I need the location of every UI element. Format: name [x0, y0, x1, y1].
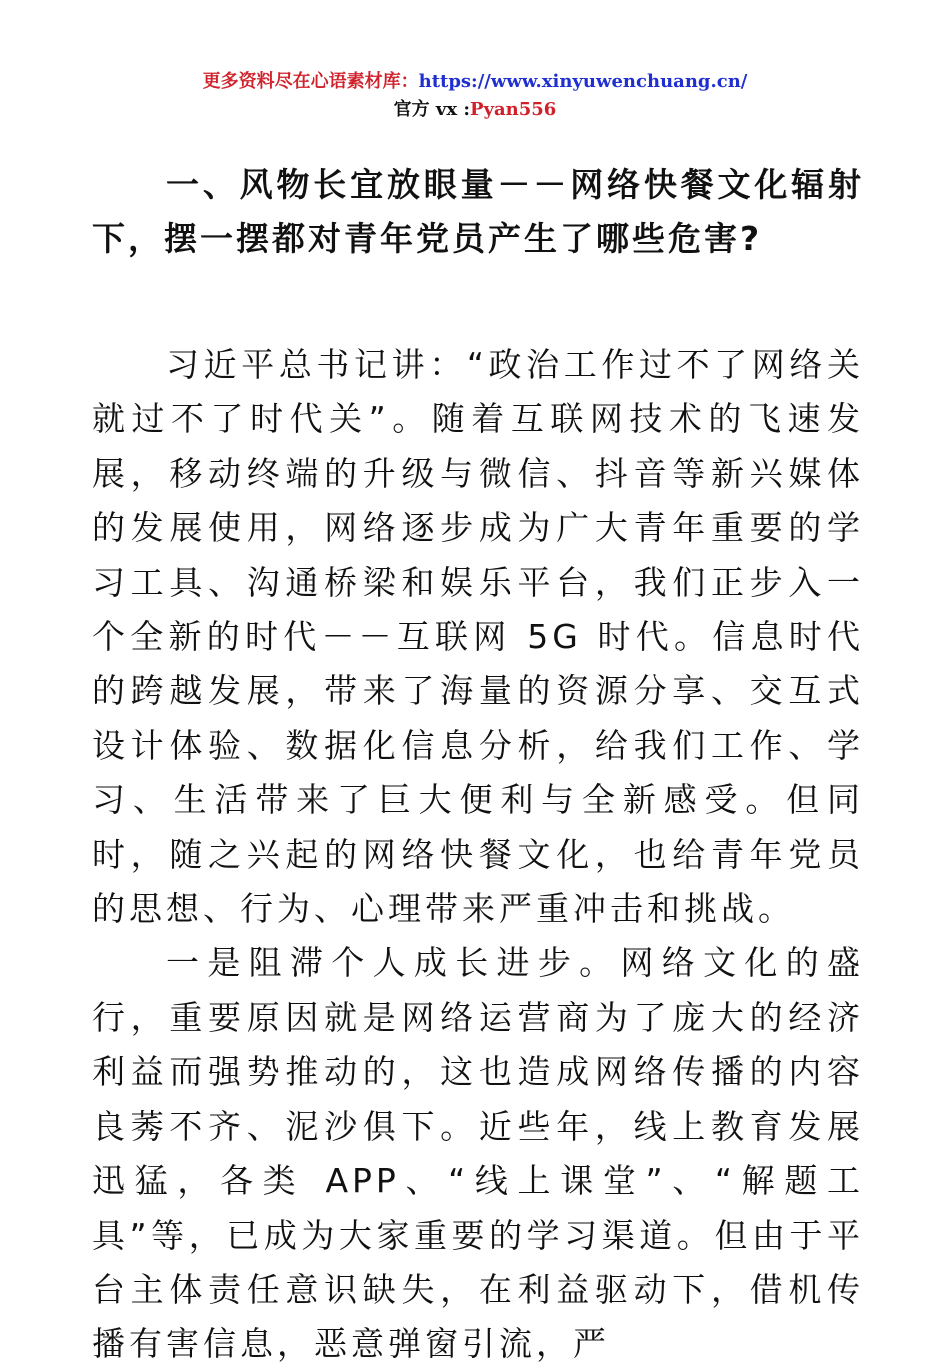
header-line-2	[0, 96, 950, 124]
header-website-link[interactable]: https://www.xinyuwenchuang.cn/	[418, 71, 748, 92]
page-header	[0, 68, 950, 124]
section-heading: 一、风物长宜放眼量－－网络快餐文化辐射下，摆一摆都对青年党员产生了哪些危害?	[92, 165, 864, 258]
document-body	[92, 158, 864, 1372]
body-paragraph: 习近平总书记讲：“政治工作过不了网络关就过不了时代关”。随着互联网技术的飞速发展，移动终端的升级与微信、抖音等新兴媒体的发展使用，网络逐步成为广大青年重要的学习工具、沟通桥梁和娱乐平台，我们正步入一个全新的时代－－互联网 5G 时代。信息时代的跨越发展，带来了海量的资源分享、交互式设计体验、数据化信息分析，给我们工作、学习、生活带来了巨大便利与全新感受。但同时，随之兴起的网络快餐文化，也给青年党员的思想、行为、心理带来严重冲击和挑战。	[92, 345, 864, 929]
header-promo-text: 更多资料尽在心语素材库：	[202, 71, 419, 92]
body-paragraph: 一是阻滞个人成长进步。网络文化的盛行，重要原因就是网络运营商为了庞大的经济利益而强势推动的，这也造成网络传播的内容良莠不齐、泥沙俱下。近些年，线上教育发展迅猛，各类 APP、“线上课堂”、“解题工具”等，已成为大家重要的学习渠道。但由于平台主体责任意识缺失，在利益驱动下，借机传播有害信息，恶意弹窗引流，严	[92, 943, 864, 1364]
header-line-1	[0, 68, 950, 96]
header-vx-id: Pyan556	[470, 99, 557, 120]
header-vx-label: 官方 vx :	[393, 99, 471, 120]
